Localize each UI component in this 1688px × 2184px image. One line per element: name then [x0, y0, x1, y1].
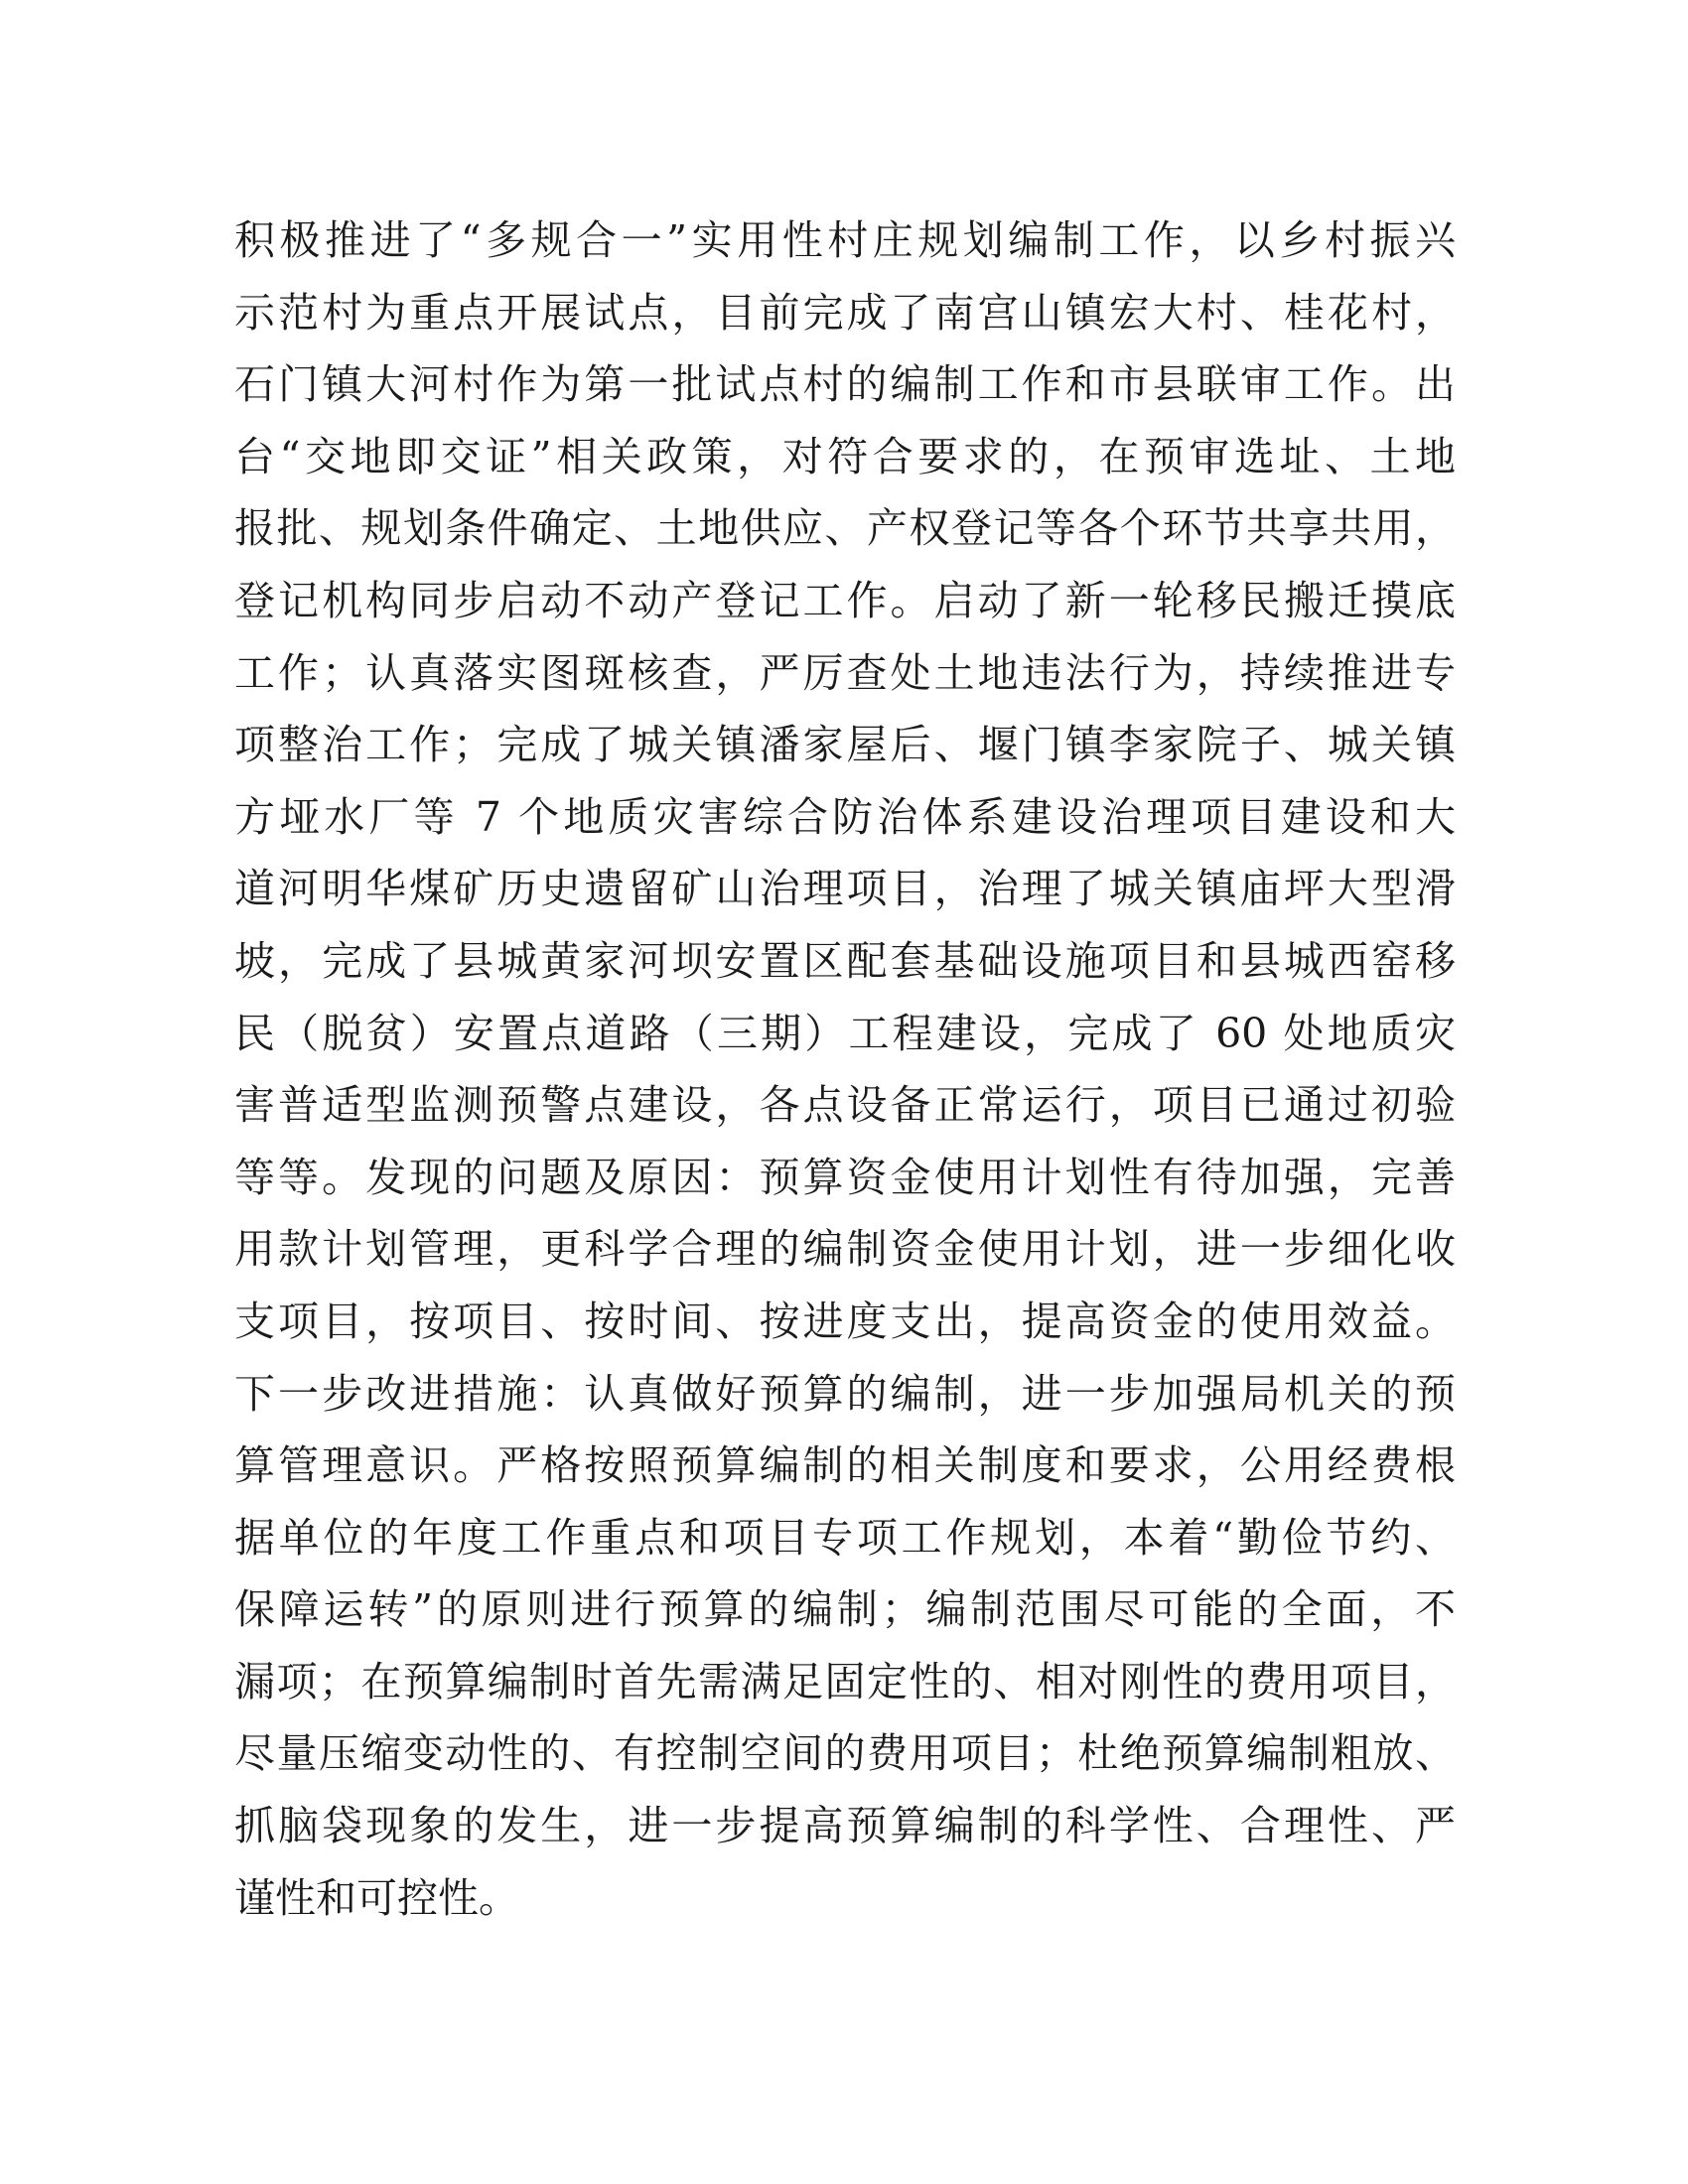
text-line: 算管理意识。严格按照预算编制的相关制度和要求，公用经费根 — [234, 1441, 1456, 1490]
text-line: 保障运转”的原则进行预算的编制；编制范围尽可能的全面，不 — [234, 1585, 1456, 1634]
text-line: 台“交地即交证”相关政策，对符合要求的，在预审选址、土地 — [234, 432, 1456, 480]
text-line: 尽量压缩变动性的、有控制空间的费用项目；杜绝预算编制粗放、 — [234, 1729, 1456, 1778]
text-line: 石门镇大河村作为第一批试点村的编制工作和市县联审工作。出 — [234, 360, 1456, 409]
text-line: 示范村为重点开展试点，目前完成了南宫山镇宏大村、桂花村， — [234, 288, 1456, 337]
text-line: 等等。发现的问题及原因：预算资金使用计划性有待加强，完善 — [234, 1153, 1456, 1201]
text-line: 方垭水厂等 7 个地质灾害综合防治体系建设治理项目建设和大 — [234, 792, 1456, 841]
text-line: 报批、规划条件确定、土地供应、产权登记等各个环节共享共用， — [234, 504, 1456, 553]
text-line: 民（脱贫）安置点道路（三期）工程建设，完成了 60 处地质灾 — [234, 1009, 1456, 1057]
text-line: 工作；认真落实图斑核查，严厉查处土地违法行为，持续推进专 — [234, 648, 1456, 697]
text-line: 下一步改进措施：认真做好预算的编制，进一步加强局机关的预 — [234, 1369, 1456, 1418]
text-line: 支项目，按项目、按时间、按进度支出，提高资金的使用效益。 — [234, 1297, 1456, 1345]
text-line: 积极推进了“多规合一”实用性村庄规划编制工作，以乡村振兴 — [234, 216, 1456, 264]
text-line: 抓脑袋现象的发生，进一步提高预算编制的科学性、合理性、严 — [234, 1802, 1456, 1850]
text-line: 用款计划管理，更科学合理的编制资金使用计划，进一步细化收 — [234, 1225, 1456, 1274]
text-line: 害普适型监测预警点建设，各点设备正常运行，项目已通过初验 — [234, 1081, 1456, 1130]
text-line: 据单位的年度工作重点和项目专项工作规划，本着“勤俭节约、 — [234, 1513, 1456, 1562]
text-line: 漏项；在预算编制时首先需满足固定性的、相对刚性的费用项目， — [234, 1657, 1456, 1706]
text-line: 谨性和可控性。 — [234, 1873, 519, 1922]
text-line: 道河明华煤矿历史遗留矿山治理项目，治理了城关镇庙坪大型滑 — [234, 865, 1456, 913]
text-line: 登记机构同步启动不动产登记工作。启动了新一轮移民搬迁摸底 — [234, 576, 1456, 624]
body-paragraph — [234, 205, 1456, 1934]
text-line: 坡，完成了县城黄家河坝安置区配套基础设施项目和县城西窑移 — [234, 936, 1456, 985]
text-line: 项整治工作；完成了城关镇潘家屋后、堰门镇李家院子、城关镇 — [234, 721, 1456, 769]
